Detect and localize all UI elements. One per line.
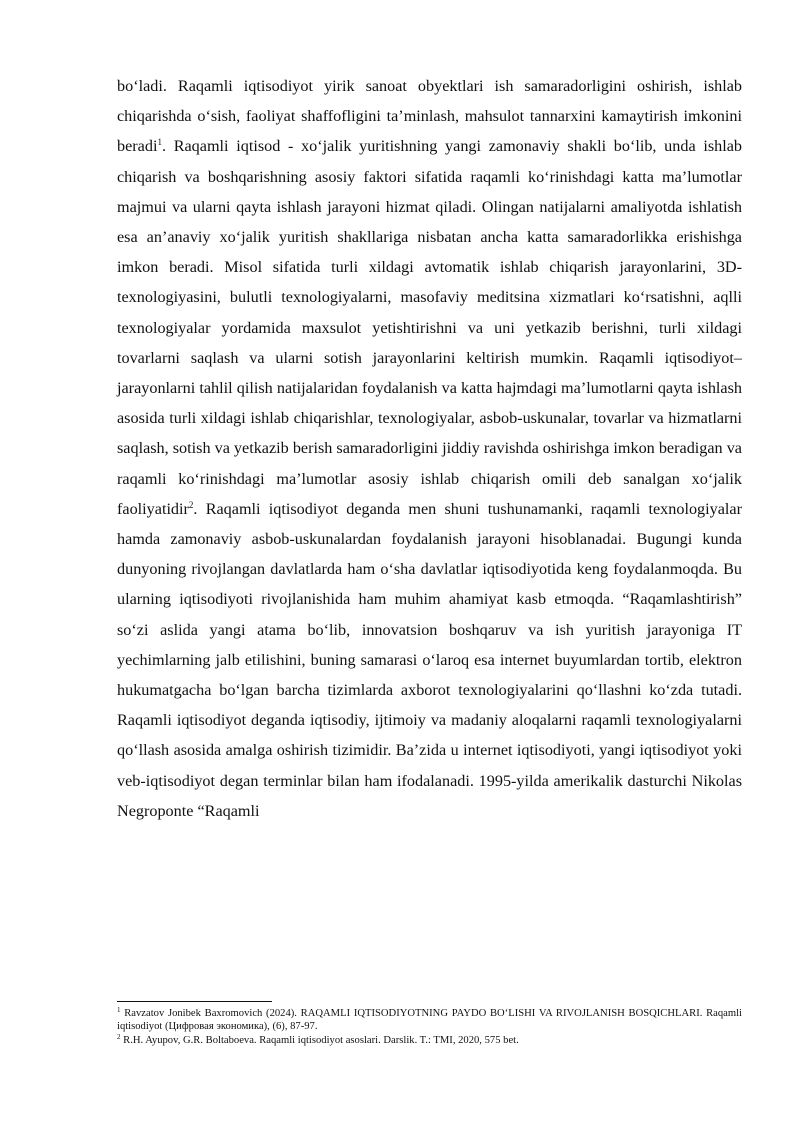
footnote-ref-1[interactable]: 1 [157,137,162,148]
paragraph-text: . Raqamli iqtisodiyot deganda men shuni tushunamanki, raqamli texnologiyalar hamda zamonaviy asbob-uskunalardan foydalanish jarayoni hisoblanadai. Bugungi kunda dunyoning rivojlangan davlatlarda ham o‘sha davlatlar iqtisodiyotida keng foydalanmoqda. Bu ularning iqtisodiyoti rivojlanishida ham muhim ahamiyat kasb etmoqda. “Raqamlashtirish” so‘zi aslida yangi atama bo‘lib, innovatsion boshqaruv va ish yuritish jarayoniga IT yechimlarning jalb etilishini, buning samarasi o‘laroq esa internet buyumlardan tortib, elektron hukumatgacha bo‘lgan barcha tizimlarda axborot texnologiyalarini qo‘llashni ko‘zda tutadi. Raqamli iqtisodiyot deganda iqtisodiy, ijtimoiy va madaniy aloqalarni raqamli texnologiyalarni qo‘llash asosida amalga oshirish tizimidir. Ba’zida u internet iqtisodiyoti, yangi iqtisodiyot yoki veb-iqtisodiyot degan terminlar bilan ham ifodalanadi. 1995-yilda amerikalik dasturchi Nikolas Negroponte “Raqamli [117,499,742,820]
paragraph-text: bo‘ladi. Raqamli iqtisodiyot yirik sanoat obyektlari ish samaradorligini oshirish, ishlab chiqarishda o‘sish, faoliyat shaffofligini ta’minlash, mahsulot tannarxini kamaytirish imkonini beradi [117,77,742,156]
main-paragraph [117,71,742,826]
footnotes [117,1007,742,1048]
footnote-text: Ravzatov Jonibek Baxromovich (2024). RAQAMLI IQTISODIYOTNING PAYDO BO‘LISHI VA RIVOJLANISH BOSQICHLARI. Raqamli iqtisodiyot (Цифровая экономика), (6), 87-97. [117,1008,742,1032]
footnote-number: 1 [117,1006,121,1014]
paragraph-text: . Raqamli iqtisod - xo‘jalik yuritishning yangi zamonaviy shakli bo‘lib, unda ishlab chiqarish va boshqarishning asosiy faktori sifatida raqamli ko‘rinishdagi katta ma’lumotlar majmui va ularni qayta ishlash jarayoni hizmat qiladi. Olingan natijalarni amaliyotda ishlatish esa an’anaviy xo‘jalik yuritish shakllariga nisbatan ancha katta samaradorlikka erishishga imkon beradi. Misol sifatida turli xildagi avtomatik ishlab chiqarish jarayonlarini, 3D-texnologiyasini, bulutli texnologiyalarni, masofaviy meditsina xizmatlari ko‘rsatishni, aqlli texnologiyalar yordamida maxsulot yetishtirishni va uni yetkazib berishni, turli xildagi tovarlarni saqlash va ularni sotish jarayonlarini keltirish mumkin. Raqamli iqtisodiyot– jarayonlarni tahlil qilish natijalaridan foydalanish va katta hajmdagi ma’lumotlarni qayta ishlash asosida turli xildagi ishlab chiqarishlar, texnologiyalar, asbob-uskunalar, tovarlar va hizmatlarni saqlash, sotish va yetkazib berish samaradorligini jiddiy ravishda oshirishga imkon beradigan va raqamli ko‘rinishdagi ma’lumotlar asosiy ishlab chiqarish omili deb sanalgan xo‘jalik faoliyatidir [117,137,742,518]
footnote-2 [117,1034,742,1047]
body-text [117,71,742,826]
footnote-1 [117,1007,742,1033]
footnote-text: R.H. Ayupov, G.R. Boltaboeva. Raqamli iqtisodiyot asoslari. Darslik. T.: TMI, 2020, 575 bet. [123,1035,519,1046]
footnote-number: 2 [117,1033,121,1041]
footnote-ref-2[interactable]: 2 [188,499,194,510]
footnote-separator [117,1001,272,1002]
